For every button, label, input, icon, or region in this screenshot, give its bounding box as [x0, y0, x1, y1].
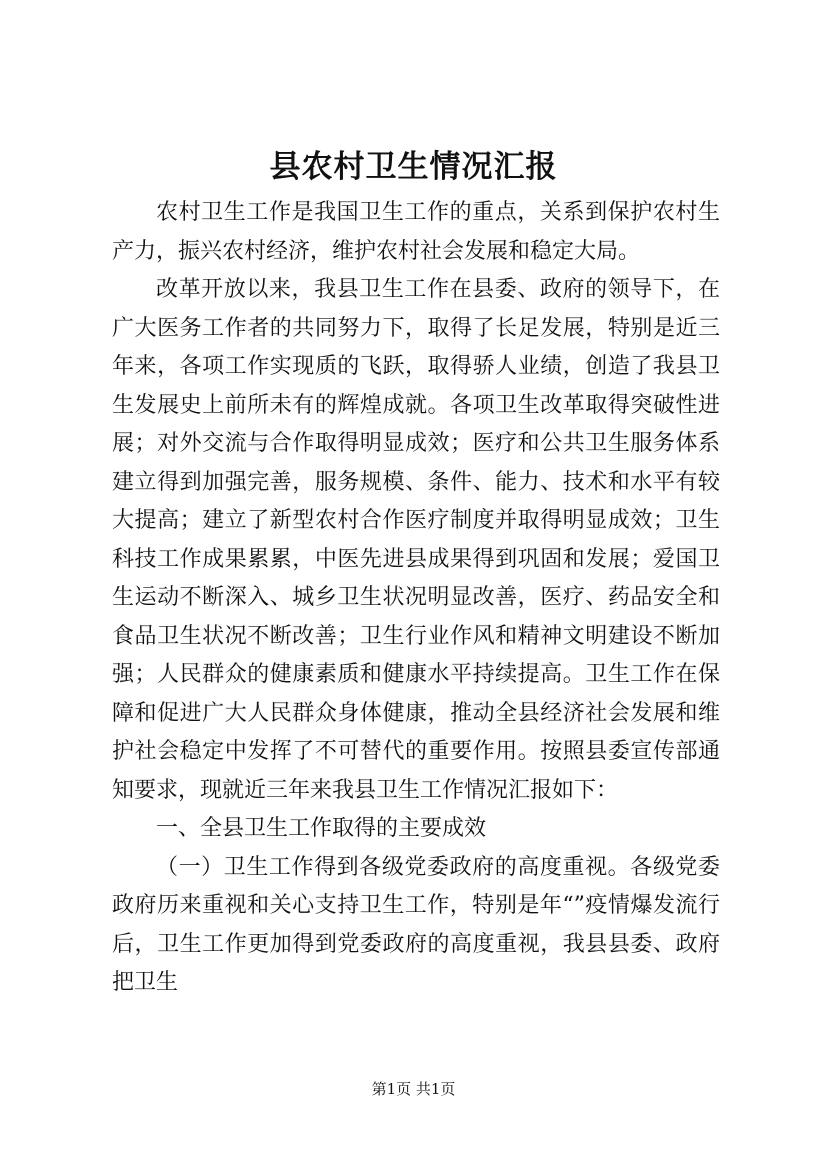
section-heading: 一、全县卫生工作取得的主要成效 [156, 816, 487, 841]
document-body [112, 194, 720, 1003]
page-footer: 第1页 共1页 [371, 1080, 456, 1098]
paragraph-reform-overview: 改革开放以来，我县卫生工作在县委、政府的领导下，在广大医务工作者的共同努力下，取得了长足发展，特别是近三年来，各项工作实现质的飞跃，取得骄人业绩，创造了我县卫生发展史上前所未有的辉煌成就。各项卫生改革取得突破性进展；对外交流与合作取得明显成效；医疗和公共卫生服务体系建立得到加强完善，服务规模、条件、能力、技术和水平有较大提高；建立了新型农村合作医疗制度并取得明显成效；卫生科技工作成果累累，中医先进县成果得到巩固和发展；爱国卫生运动不断深入、城乡卫生状况明显改善，医疗、药品安全和食品卫生状况不断改善；卫生行业作风和精神文明建设不断加强；人民群众的健康素质和健康水平持续提高。卫生工作在保障和促进广大人民群众身体健康，推动全县经济社会发展和维护社会稳定中发挥了不可替代的重要作用。按照县委宣传部通知要求，现就近三年来我县卫生工作情况汇报如下： [112, 277, 720, 803]
paragraph-subsection-1: （一）卫生工作得到各级党委政府的高度重视。各级党委政府历来重视和关心支持卫生工作，特别是年“”疫情爆发流行后，卫生工作更加得到党委政府的高度重视，我县县委、政府把卫生 [112, 854, 720, 995]
paragraph-intro: 农村卫生工作是我国卫生工作的重点，关系到保护农村生产力，振兴农村经济，维护农村社会发展和稳定大局。 [112, 200, 720, 264]
document-title: 县农村卫生情况汇报 [269, 149, 558, 185]
